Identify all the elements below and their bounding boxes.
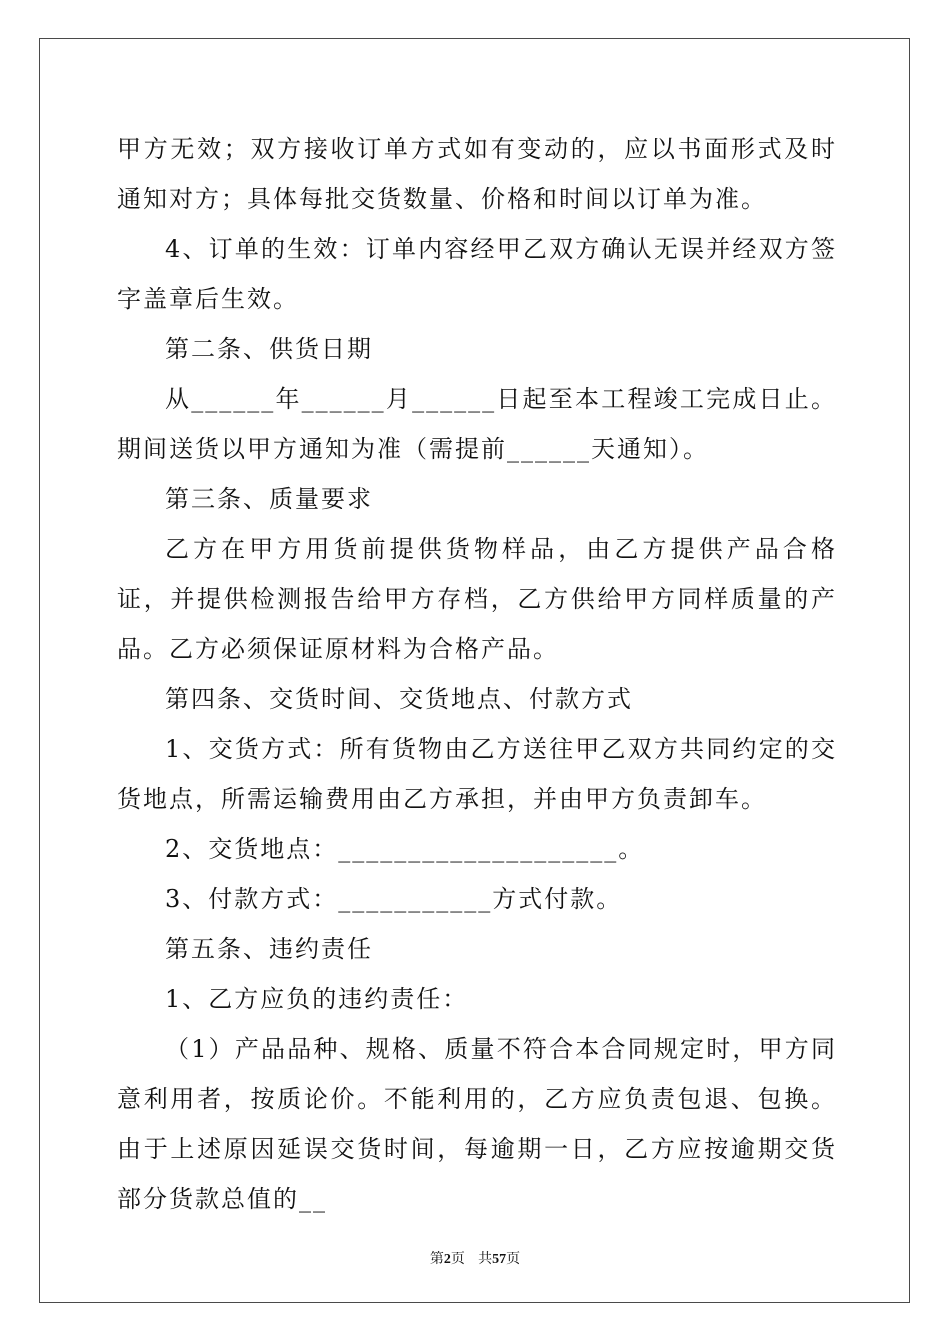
section-heading: 第四条、交货时间、交货地点、付款方式 — [165, 685, 633, 713]
section-heading: 第二条、供货日期 — [165, 335, 373, 363]
total-pages: 57 — [492, 1252, 507, 1267]
document-body — [117, 124, 837, 1224]
paragraph: 从______年______月______日起至本工程竣工完成日止。期间送货以甲方通知为准（需提前______天通知）。 — [117, 385, 837, 463]
paragraph: 4、订单的生效：订单内容经甲乙双方确认无误并经双方签字盖章后生效。 — [117, 235, 837, 313]
section-heading: 第五条、违约责任 — [165, 935, 373, 963]
total-prefix: 共 — [478, 1251, 493, 1267]
paragraph: 3、付款方式：___________方式付款。 — [165, 885, 623, 913]
paragraph: （1）产品品种、规格、质量不符合本合同规定时，甲方同意利用者，按质论价。不能利用的，乙方应负责包退、包换。由于上述原因延误交货时间，每逾期一日，乙方应按逾期交货部分货款总值的__ — [117, 1035, 837, 1213]
section-heading: 第三条、质量要求 — [165, 485, 373, 513]
paragraph: 2、交货地点：____________________。 — [165, 835, 645, 863]
paragraph: 甲方无效；双方接收订单方式如有变动的，应以书面形式及时通知对方；具体每批交货数量、价格和时间以订单为准。 — [117, 135, 837, 213]
page-suffix: 页 — [450, 1251, 465, 1267]
paragraph: 1、交货方式：所有货物由乙方送往甲乙双方共同约定的交货地点，所需运输费用由乙方承担，并由甲方负责卸车。 — [117, 735, 837, 813]
total-suffix: 页 — [506, 1251, 521, 1267]
paragraph: 乙方在甲方用货前提供货物样品，由乙方提供产品合格证，并提供检测报告给甲方存档，乙方供给甲方同样质量的产品。乙方必须保证原材料为合格产品。 — [117, 535, 837, 663]
page-footer — [0, 1248, 950, 1268]
page-prefix: 第 — [429, 1251, 444, 1267]
page-number: 2 — [443, 1252, 451, 1267]
paragraph: 1、乙方应负的违约责任： — [165, 985, 469, 1013]
